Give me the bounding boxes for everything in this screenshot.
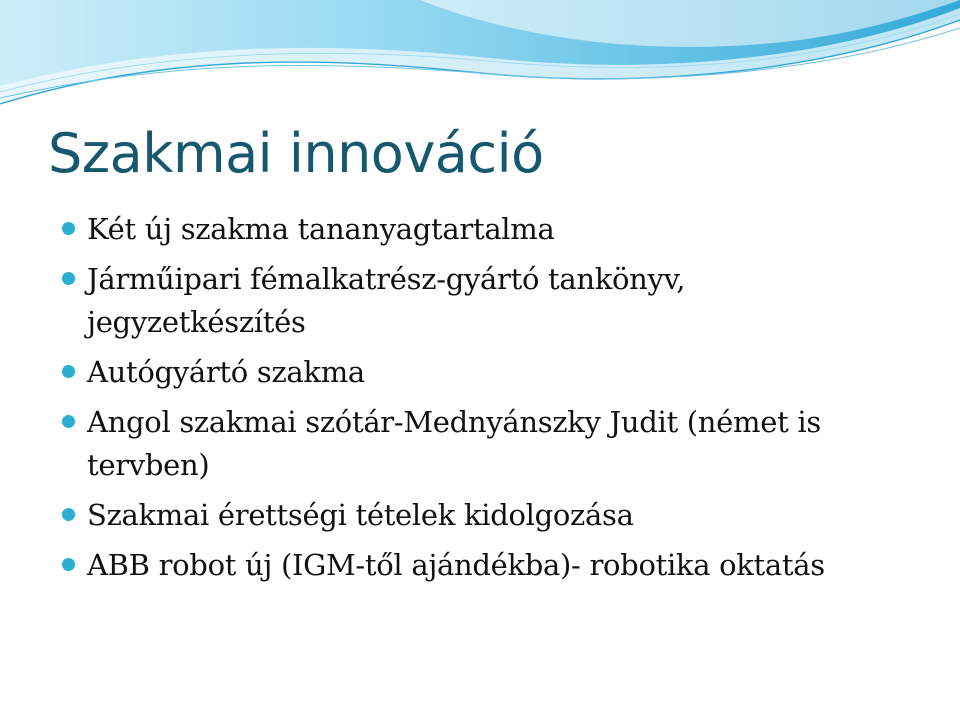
- bullet-dot-icon: [62, 222, 75, 235]
- bullet-item: [60, 401, 900, 487]
- header-wave-decoration: [0, 0, 960, 120]
- bullet-text: Szakmai érettségi tételek kidolgozása: [87, 498, 634, 532]
- bullet-text: Két új szakma tananyagtartalma: [87, 212, 555, 246]
- bullet-dot-icon: [62, 558, 75, 571]
- bullet-dot-icon: [62, 415, 75, 428]
- bullet-dot-icon: [62, 508, 75, 521]
- bullet-item: [60, 494, 900, 537]
- bullet-text: Járműipari fémalkatrész-gyártó tankönyv, jegyzetkészítés: [87, 262, 686, 339]
- bullet-dot-icon: [62, 365, 75, 378]
- bullet-item: [60, 258, 900, 344]
- bullet-item: [60, 544, 900, 587]
- bullet-item: [60, 208, 900, 251]
- bullet-dot-icon: [62, 272, 75, 285]
- bullet-text: ABB robot új (IGM-től ajándékba)- robotika oktatás: [87, 548, 825, 582]
- slide-title: Szakmai innováció: [48, 122, 544, 185]
- bullet-text: Autógyártó szakma: [87, 355, 365, 389]
- bullet-item: [60, 351, 900, 394]
- bullet-list: [60, 208, 900, 594]
- bullet-text: Angol szakmai szótár-Mednyánszky Judit (német is tervben): [87, 405, 821, 482]
